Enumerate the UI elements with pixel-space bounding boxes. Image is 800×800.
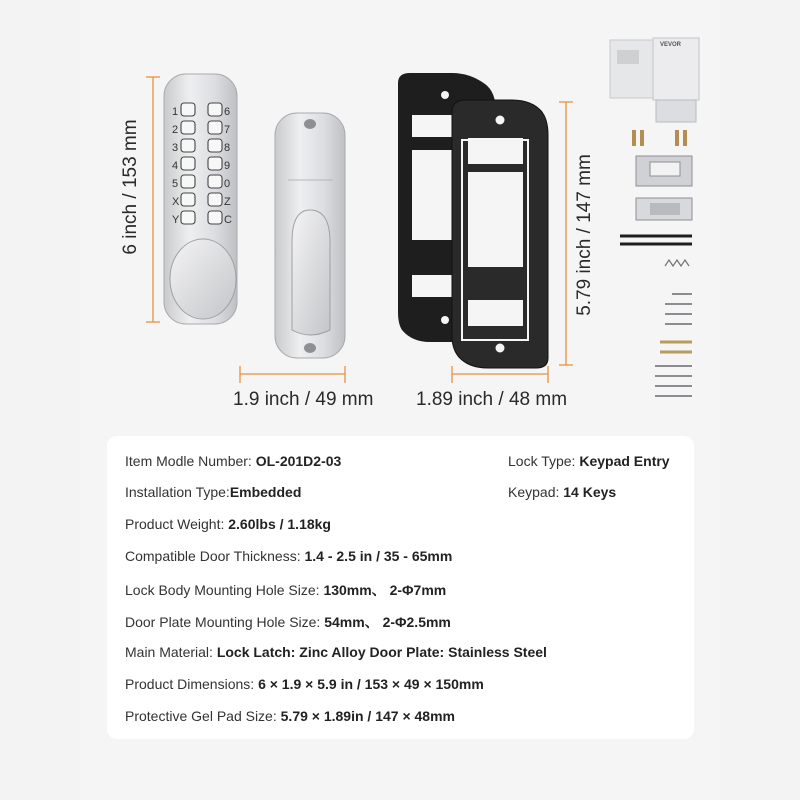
spec-label: Main Material: (125, 644, 217, 660)
spec-value: 130mm、 2-Φ7mm (323, 582, 447, 598)
package-logo: VEVOR (660, 42, 682, 48)
spec-keypad (508, 484, 616, 500)
spec-value: Embedded (229, 484, 302, 500)
key-label: C (224, 214, 232, 226)
key-label: X (172, 196, 180, 208)
spec-dimensions (125, 676, 484, 692)
spec-label: Compatible Door Thickness: (125, 548, 305, 564)
key-label: Z (224, 196, 231, 208)
spec-value: Keypad Entry (579, 453, 670, 469)
spec-label: Item Modle Number: (125, 453, 256, 469)
spec-label: Protective Gel Pad Size: (125, 708, 281, 724)
spec-weight (125, 516, 331, 532)
gasket-front (452, 100, 548, 368)
lock-width-label: 1.9 inch / 49 mm (233, 389, 374, 410)
pad-height-line (559, 102, 573, 365)
spec-value: OL-201D2-03 (255, 453, 342, 469)
spec-label: Door Plate Mounting Hole Size: (125, 614, 325, 630)
spec-label: Product Dimensions: (125, 676, 259, 692)
spec-label: Installation Type: (125, 484, 230, 500)
spec-value: 6 × 1.9 × 5.9 in / 153 × 49 × 150mm (258, 676, 484, 692)
keypad-right-labels (224, 103, 232, 229)
spec-body-hole (125, 580, 446, 600)
spec-material (125, 644, 547, 660)
lock-height-line (146, 77, 160, 322)
key-label: 3 (172, 142, 179, 154)
key-label: 6 (224, 106, 231, 118)
spec-value: 1.4 - 2.5 in / 35 - 65mm (304, 548, 453, 564)
spec-label: Lock Type: (508, 453, 580, 469)
key-label: 7 (224, 124, 231, 136)
key-label: 2 (172, 124, 179, 136)
key-label: 9 (224, 160, 231, 172)
key-label: 1 (172, 106, 179, 118)
spec-label: Lock Body Mounting Hole Size: (125, 582, 324, 598)
spec-label: Product Weight: (125, 516, 229, 532)
key-label: 5 (172, 178, 179, 190)
pad-width-label: 1.89 inch / 48 mm (416, 389, 568, 410)
lock-width-line (240, 366, 345, 383)
package-contents (610, 38, 699, 396)
key-label: 4 (172, 160, 179, 172)
keypad-left-labels (172, 103, 179, 229)
spec-installation (125, 484, 301, 500)
key-label: 8 (224, 142, 231, 154)
spec-value: 54mm、 2-Φ2.5mm (324, 614, 451, 630)
lock-height-label: 6 inch / 153 mm (120, 119, 141, 255)
spec-model (125, 453, 341, 469)
spec-lock-type (508, 453, 670, 469)
spec-value: Lock Latch: Zinc Alloy Door Plate: Stainless Steel (216, 644, 547, 660)
spec-door-thickness (125, 548, 452, 564)
key-label: Y (172, 214, 180, 226)
spec-card (107, 436, 694, 739)
spec-value: 14 Keys (563, 484, 617, 500)
lock-back-plate (275, 113, 345, 358)
pad-height-label: 5.79 inch / 147 mm (574, 154, 595, 316)
spec-value: 2.60lbs / 1.18kg (228, 516, 331, 532)
spec-gel-pad (125, 708, 455, 724)
pad-width-line (452, 366, 548, 383)
spec-value: 5.79 × 1.89in / 147 × 48mm (280, 708, 455, 724)
key-label: 0 (224, 178, 231, 190)
spec-label: Keypad: (508, 484, 564, 500)
spec-plate-hole (125, 612, 451, 632)
